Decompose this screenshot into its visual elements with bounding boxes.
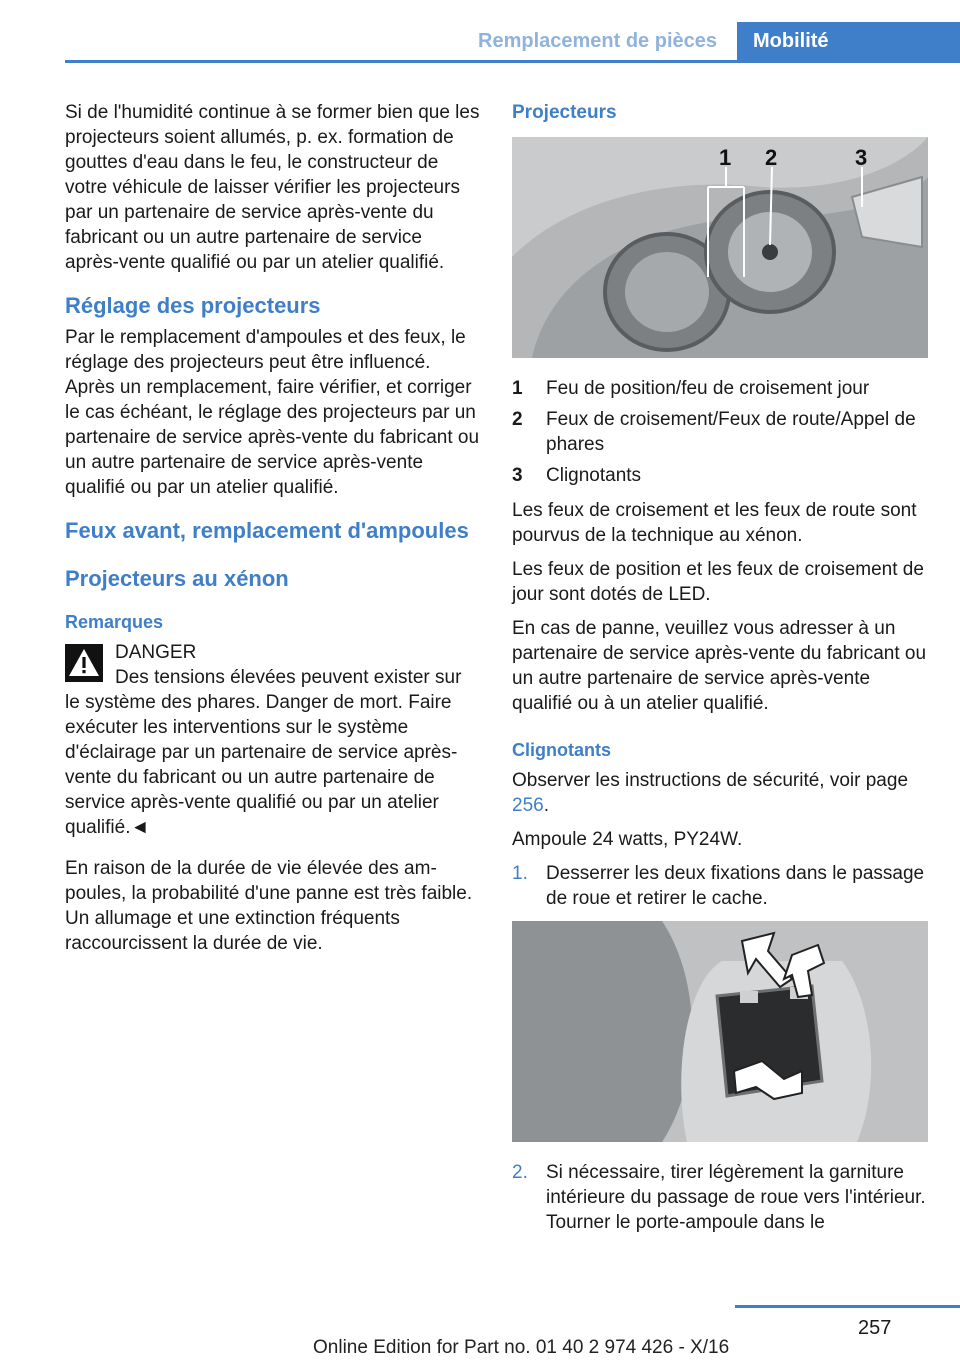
page-link[interactable]: 256: [512, 795, 544, 816]
clignotants-paragraph: Observer les instructions de sécurité, voir page 256.: [512, 770, 909, 816]
heading-feux-avant: Feux avant, remplacement d'ampoules: [65, 518, 469, 543]
reglage-paragraph: Par le remplacement d'ampoules et des feux, le réglage des projecteurs peut être influencé. Après un remplacement, faire vérifier, et corriger le cas échéant, le réglage des projecteurs par un partenaire de service après-vente du fabricant ou un autre partenaire de service après-vente qualifié ou par un atelier qualifié.: [65, 327, 480, 498]
headlight-figure: [512, 137, 928, 358]
legend-item: 2 Feux de croisement/Feux de route/Appel de phares: [512, 409, 916, 455]
ampoule-paragraph: Ampoule 24 watts, PY24W.: [512, 829, 743, 850]
intro-paragraph: Si de l'humidité continue à se former bien que les projecteurs soient allumés, p. ex. formation de gouttes d'eau dans le feu, le constructeur de votre véhicule de laisser vérifier les projecteurs par un partenaire de service après-vente du fabricant ou un autre partenaire de service après-vente qualifié ou par un atelier qualifié.: [65, 102, 480, 273]
danger-warning: [65, 640, 480, 840]
danger-label: DANGER: [115, 642, 197, 663]
xenon-paragraph: Les feux de croisement et les feux de route sont pourvus de la technique au xénon.: [512, 500, 917, 546]
heading-xenon: Projecteurs au xénon: [65, 566, 289, 591]
heading-projecteurs: Projecteurs: [512, 102, 617, 123]
heading-reglage: Réglage des projecteurs: [65, 293, 321, 318]
led-paragraph: Les feux de position et les feux de croisement de jour sont dotés de LED.: [512, 559, 924, 605]
wheel-arch-illustration: [512, 921, 928, 1142]
header-chapter: Mobilité: [737, 22, 960, 62]
steps-list: [512, 861, 930, 911]
headlight-illustration: [512, 137, 928, 358]
legend-item: 3 Clignotants: [512, 465, 642, 486]
page-number: 257: [858, 1317, 892, 1339]
warning-triangle-icon: [65, 644, 103, 682]
danger-text: Des tensions élevées peuvent exister sur le système des phares. Danger de mort. Faire exécuter les interventions sur le système d'éclairage par un partenaire de service après-vente du fabricant ou un autre partenaire de service après-vente qualifié ou par un atelier qualifié.◄: [65, 667, 462, 838]
right-column: [512, 100, 930, 1245]
step-item: 2. Si nécessaire, tirer légèrement la garniture intérieure du passage de roue vers l'intérieur. Tourner le porte-ampoule dans le: [512, 1162, 926, 1233]
step-item: 1. Desserrer les deux fixations dans le passage de roue et retirer le cache.: [512, 863, 925, 909]
header-rule: [65, 60, 960, 63]
legend-item: 1 Feu de position/feu de croisement jour: [512, 378, 870, 399]
callout-1: 1: [719, 145, 732, 170]
header-section: Remplacement de pièces: [478, 30, 717, 52]
heading-clignotants: Clignotants: [512, 740, 611, 760]
callout-2: 2: [765, 145, 778, 170]
wheel-arch-figure: [512, 921, 928, 1142]
callout-3: 3: [855, 145, 868, 170]
left-column: [65, 100, 480, 965]
steps-list-continued: [512, 1160, 930, 1235]
panne-paragraph: En cas de panne, veuillez vous adresser à un partenaire de service après-vente du fabricant ou un autre partenaire de service après-vente qualifié ou à un atelier qualifié.: [512, 618, 927, 714]
edition-note: Online Edition for Part no. 01 40 2 974 426 - X/16: [313, 1337, 730, 1358]
figure-legend: [512, 376, 930, 488]
heading-remarques: Remarques: [65, 612, 164, 632]
footer-rule: [735, 1305, 960, 1308]
duree-paragraph: En raison de la durée de vie élevée des ampoules, la probabilité d'une panne est très faible. Un allumage et une extinction fréquents raccourcissent la durée de vie.: [65, 858, 473, 954]
